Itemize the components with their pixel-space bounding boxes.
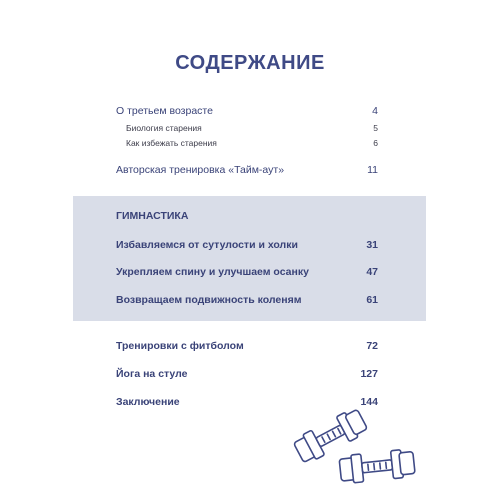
toc-entry-page: 47 <box>366 266 378 278</box>
toc-entry-page: 11 <box>367 164 378 176</box>
toc-subentry-label: Как избежать старения <box>126 138 217 148</box>
toc-entry-label: Заключение <box>116 396 180 408</box>
toc-subentry-page: 6 <box>373 138 378 148</box>
toc-entry[interactable] <box>116 340 378 352</box>
toc-entry-page: 61 <box>366 294 378 306</box>
toc-entry[interactable] <box>116 164 378 176</box>
toc-entry[interactable] <box>116 266 378 278</box>
toc-entry-page: 72 <box>366 340 378 352</box>
toc-entry[interactable] <box>116 239 378 251</box>
toc-entry-page: 31 <box>366 239 378 251</box>
toc-entry[interactable] <box>116 368 378 380</box>
toc-entry[interactable] <box>116 294 378 306</box>
toc-entry-page: 127 <box>360 368 378 380</box>
toc-entry-label: Избавляемся от сутулости и холки <box>116 239 298 251</box>
toc-entry-label: Возвращаем подвижность коленям <box>116 294 302 306</box>
toc-subentry-page: 5 <box>373 123 378 133</box>
toc-entry-label: Авторская тренировка «Тайм-аут» <box>116 164 285 176</box>
toc-entry-label: Укрепляем спину и улучшаем осанку <box>116 266 309 278</box>
toc-entry-page: 144 <box>360 396 378 408</box>
toc-entry-label: Тренировки с фитболом <box>116 340 244 352</box>
toc-entry-label: О третьем возрасте <box>116 105 213 117</box>
toc-entry-label: Йога на стуле <box>116 368 188 380</box>
toc-subentry[interactable] <box>126 123 378 133</box>
page-title: СОДЕРЖАНИЕ <box>175 52 325 74</box>
toc-entry[interactable] <box>116 105 378 117</box>
gymnastics-section-title: ГИМНАСТИКА <box>116 210 189 222</box>
toc-subentry-label: Биология старения <box>126 123 202 133</box>
dumbbells-icon <box>290 405 420 490</box>
toc-subentry[interactable] <box>126 138 378 148</box>
toc-entry-page: 4 <box>372 105 378 117</box>
